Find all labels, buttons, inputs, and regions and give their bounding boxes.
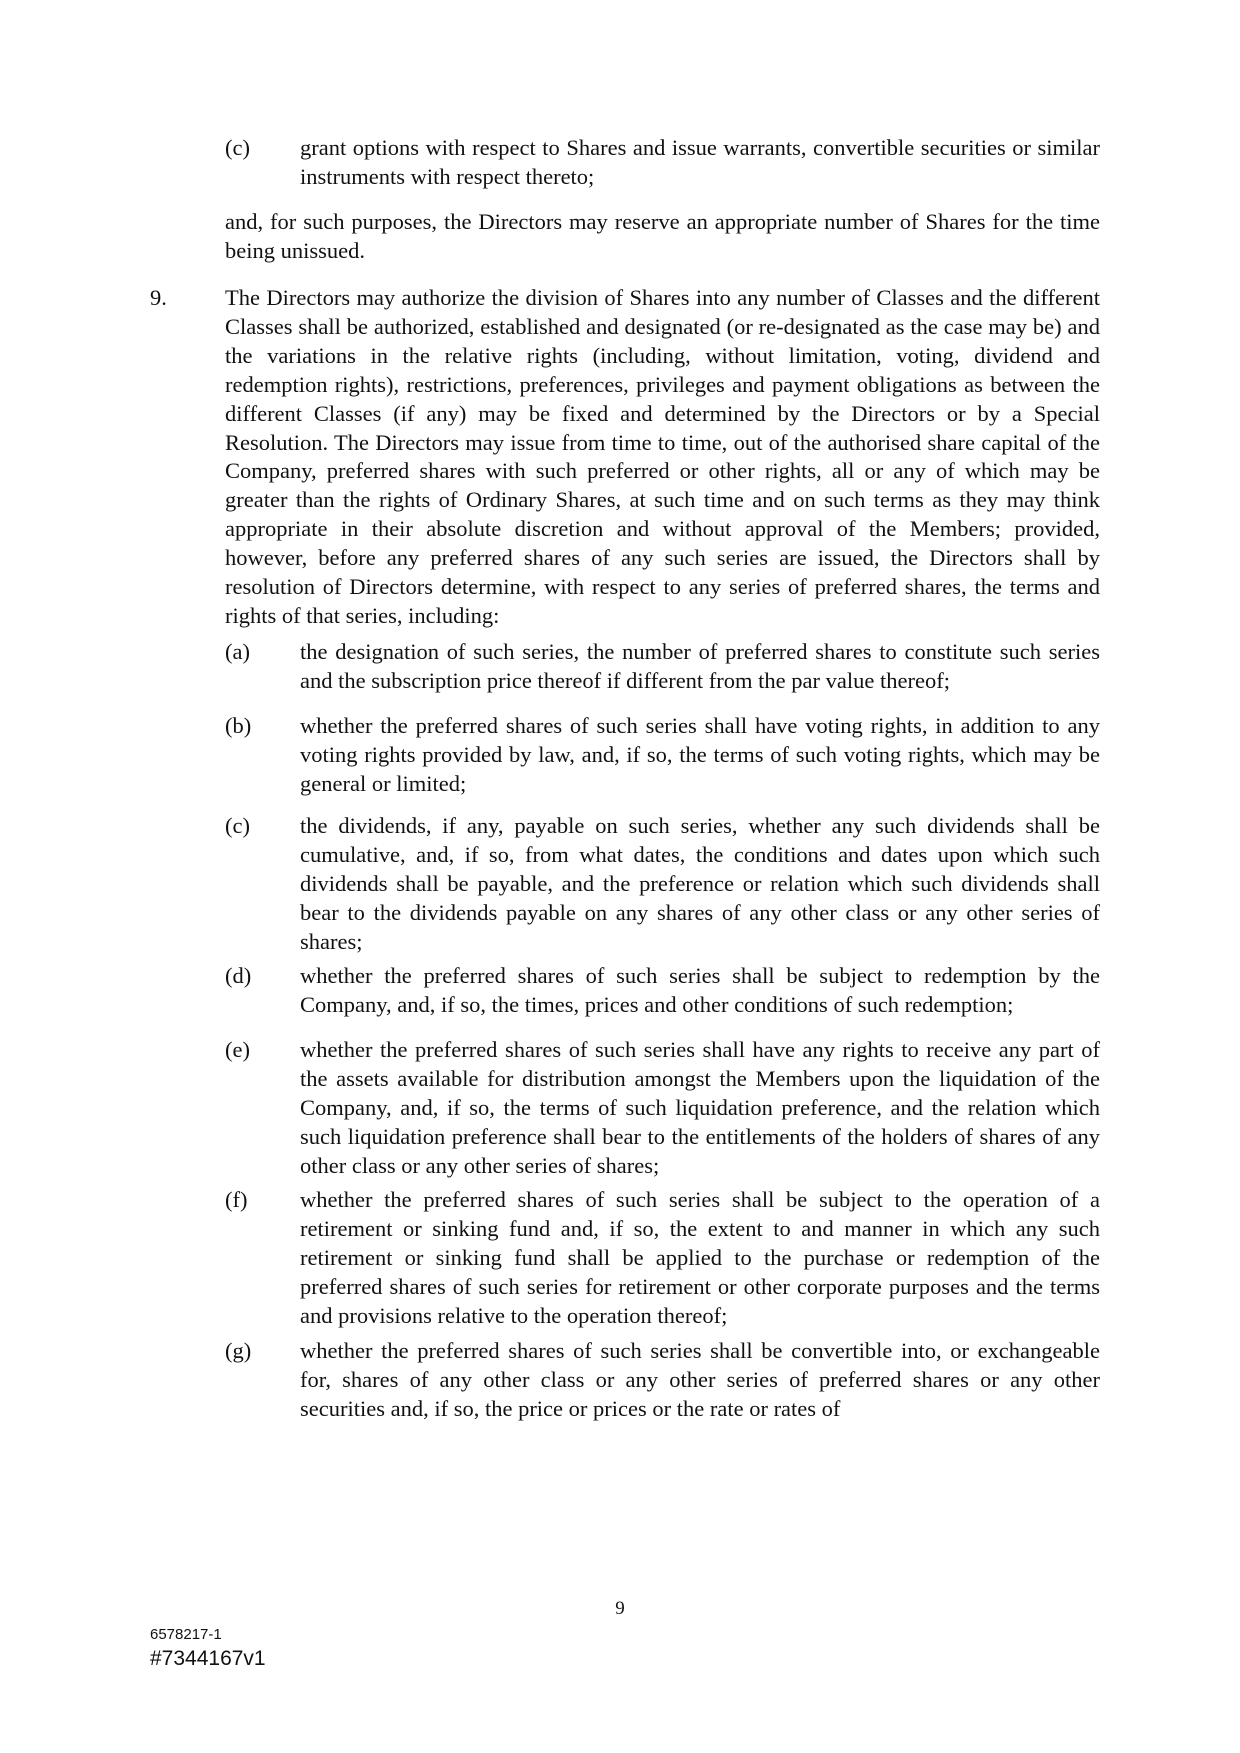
sub-item-g [225, 1337, 1100, 1424]
item-text: whether the preferred shares of such series shall have voting rights, in addition to any voting rights provided by law, and, if so, the terms of such voting rights, which may be general or limited; [300, 713, 1100, 796]
item-text: whether the preferred shares of such series shall have any rights to receive any part of the assets available for distribution amongst the Members upon the liquidation of the Company, and, if so, the terms of such liquidation preference, and the relation which such liquidation preference shall bear to the entitlements of the holders of shares of any other class or any other series of shares; [300, 1037, 1100, 1178]
item-text: grant options with respect to Shares and issue warrants, convertible securities or similar instruments with respect thereto; [300, 135, 1100, 189]
item-marker: (g) [225, 1338, 252, 1363]
item-marker: (b) [225, 713, 252, 738]
item-text: whether the preferred shares of such series shall be convertible into, or exchangeable for, shares of any other class or any other series of preferred shares or any other securities and, if so, the price or prices or the rate or rates of [300, 1338, 1100, 1421]
clause-number: 9. [150, 285, 167, 310]
item-marker: (d) [225, 963, 252, 988]
sub-item-c-options [225, 134, 1100, 192]
sub-item-a [225, 638, 1100, 696]
sub-item-d [225, 962, 1100, 1020]
document-reference: #7344167v1 [150, 1647, 266, 1670]
item-marker: (a) [225, 639, 250, 664]
item-marker: (f) [225, 1187, 248, 1212]
document-id: 6578217-1 [150, 1626, 222, 1643]
item-marker: (c) [225, 135, 250, 160]
item-marker: (c) [225, 813, 250, 838]
sub-item-b [225, 712, 1100, 799]
sub-item-f [225, 1186, 1100, 1331]
item-text: the dividends, if any, payable on such series, whether any such dividends shall be cumulative, and, if so, from what dates, the conditions and dates upon which such dividends shall be payable, and the preference or relation which such dividends shall bear to the dividends payable on any shares of any other class or any other series of shares; [300, 813, 1100, 954]
clause-9 [150, 284, 1100, 631]
item-text: whether the preferred shares of such series shall be subject to redemption by the Company, and, if so, the times, prices and other conditions of such redemption; [300, 963, 1100, 1017]
sub-item-e [225, 1036, 1100, 1181]
continuation-paragraph: and, for such purposes, the Directors may reserve an appropriate number of Shares for the time being unissued. [225, 209, 1100, 263]
clause-text: The Directors may authorize the division of Shares into any number of Classes and the different Classes shall be authorized, established and designated (or re-designated as the case may be) and the variations in the relative rights (including, without limitation, voting, dividend and redemption rights), restrictions, preferences, privileges and payment obligations as between the different Classes (if any) may be fixed and determined by the Directors or by a Special Resolution. The Directors may issue from time to time, out of the authorised share capital of the Company, preferred shares with such preferred or other rights, all or any of which may be greater than the rights of Ordinary Shares, at such time and on such terms as they may think appropriate in their absolute discretion and without approval of the Members; provided, however, before any preferred shares of any such series are issued, the Directors shall by resolution of Directors determine, with respect to any series of preferred shares, the terms and rights of that series, including: [225, 285, 1100, 628]
page-number: 9 [615, 1598, 625, 1619]
item-marker: (e) [225, 1037, 250, 1062]
item-text: whether the preferred shares of such series shall be subject to the operation of a retirement or sinking fund and, if so, the extent to and manner in which any such retirement or sinking fund shall be applied to the purchase or redemption of the preferred shares of such series for retirement or other corporate purposes and the terms and provisions relative to the operation thereof; [300, 1187, 1100, 1328]
sub-item-c [225, 812, 1100, 957]
item-text: the designation of such series, the number of preferred shares to constitute such series and the subscription price thereof if different from the par value thereof; [300, 639, 1100, 693]
